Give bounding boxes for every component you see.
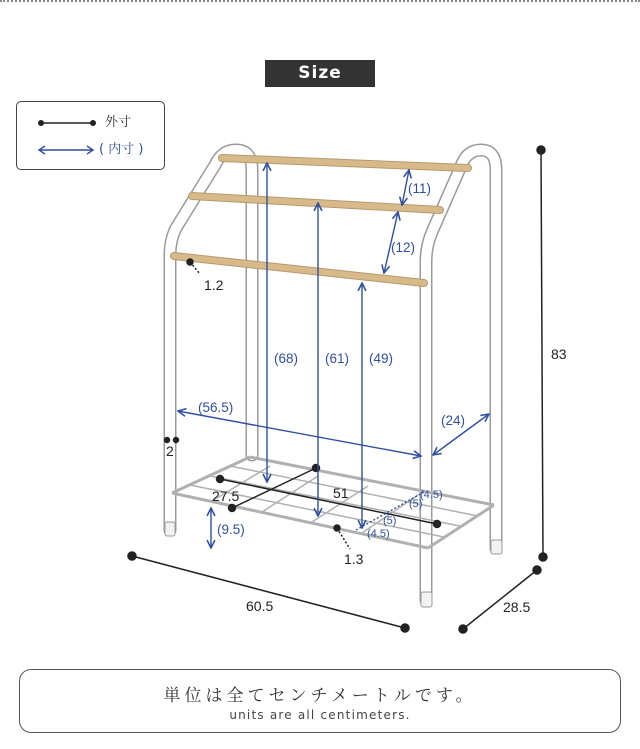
legend-inner-label: ( 内寸 ): [99, 142, 144, 157]
legend-outer-label: 外寸: [105, 115, 132, 130]
bar-diameter-label: 1.2: [204, 277, 224, 293]
shelf-pitch-3-label: (5): [383, 515, 397, 527]
bar-gap-top-label: (11): [408, 181, 432, 196]
shelf-pitch-2-label: (5): [409, 498, 423, 510]
bar-gap-mid-label: (12): [391, 240, 416, 255]
units-note-japanese: 単位は全てセンチメートルです。: [163, 686, 477, 706]
units-note: [19, 669, 621, 733]
outer-dimension-lines: [128, 146, 547, 633]
foot-cap-left: [165, 522, 175, 536]
foot-cap-front: [421, 592, 432, 607]
size-banner: Size: [265, 60, 375, 87]
shelf-width-label: 51: [333, 485, 349, 501]
shelf-height-label: (9.5): [217, 522, 245, 537]
shelf-pitch-1-label: (4.5): [420, 489, 443, 501]
height-bar3-label: (49): [369, 351, 394, 366]
height-bar2-label: (61): [325, 351, 350, 366]
frame-diameter-label: 2: [166, 443, 174, 459]
depth-label: 28.5: [503, 599, 531, 615]
width-label: 60.5: [246, 598, 274, 614]
shelf-depth-label: 27.5: [212, 488, 240, 504]
height-bar1-label: (68): [274, 351, 299, 366]
units-note-english: units are all centimeters.: [229, 708, 411, 722]
height-label: 83: [551, 346, 567, 362]
foot-cap-right: [491, 540, 502, 554]
shelf-pitch-4-label: (4.5): [367, 528, 390, 540]
shelf-wire-label: 1.3: [344, 551, 364, 567]
inner-depth-label: (24): [441, 413, 466, 428]
inner-width-label: (56.5): [198, 400, 234, 415]
